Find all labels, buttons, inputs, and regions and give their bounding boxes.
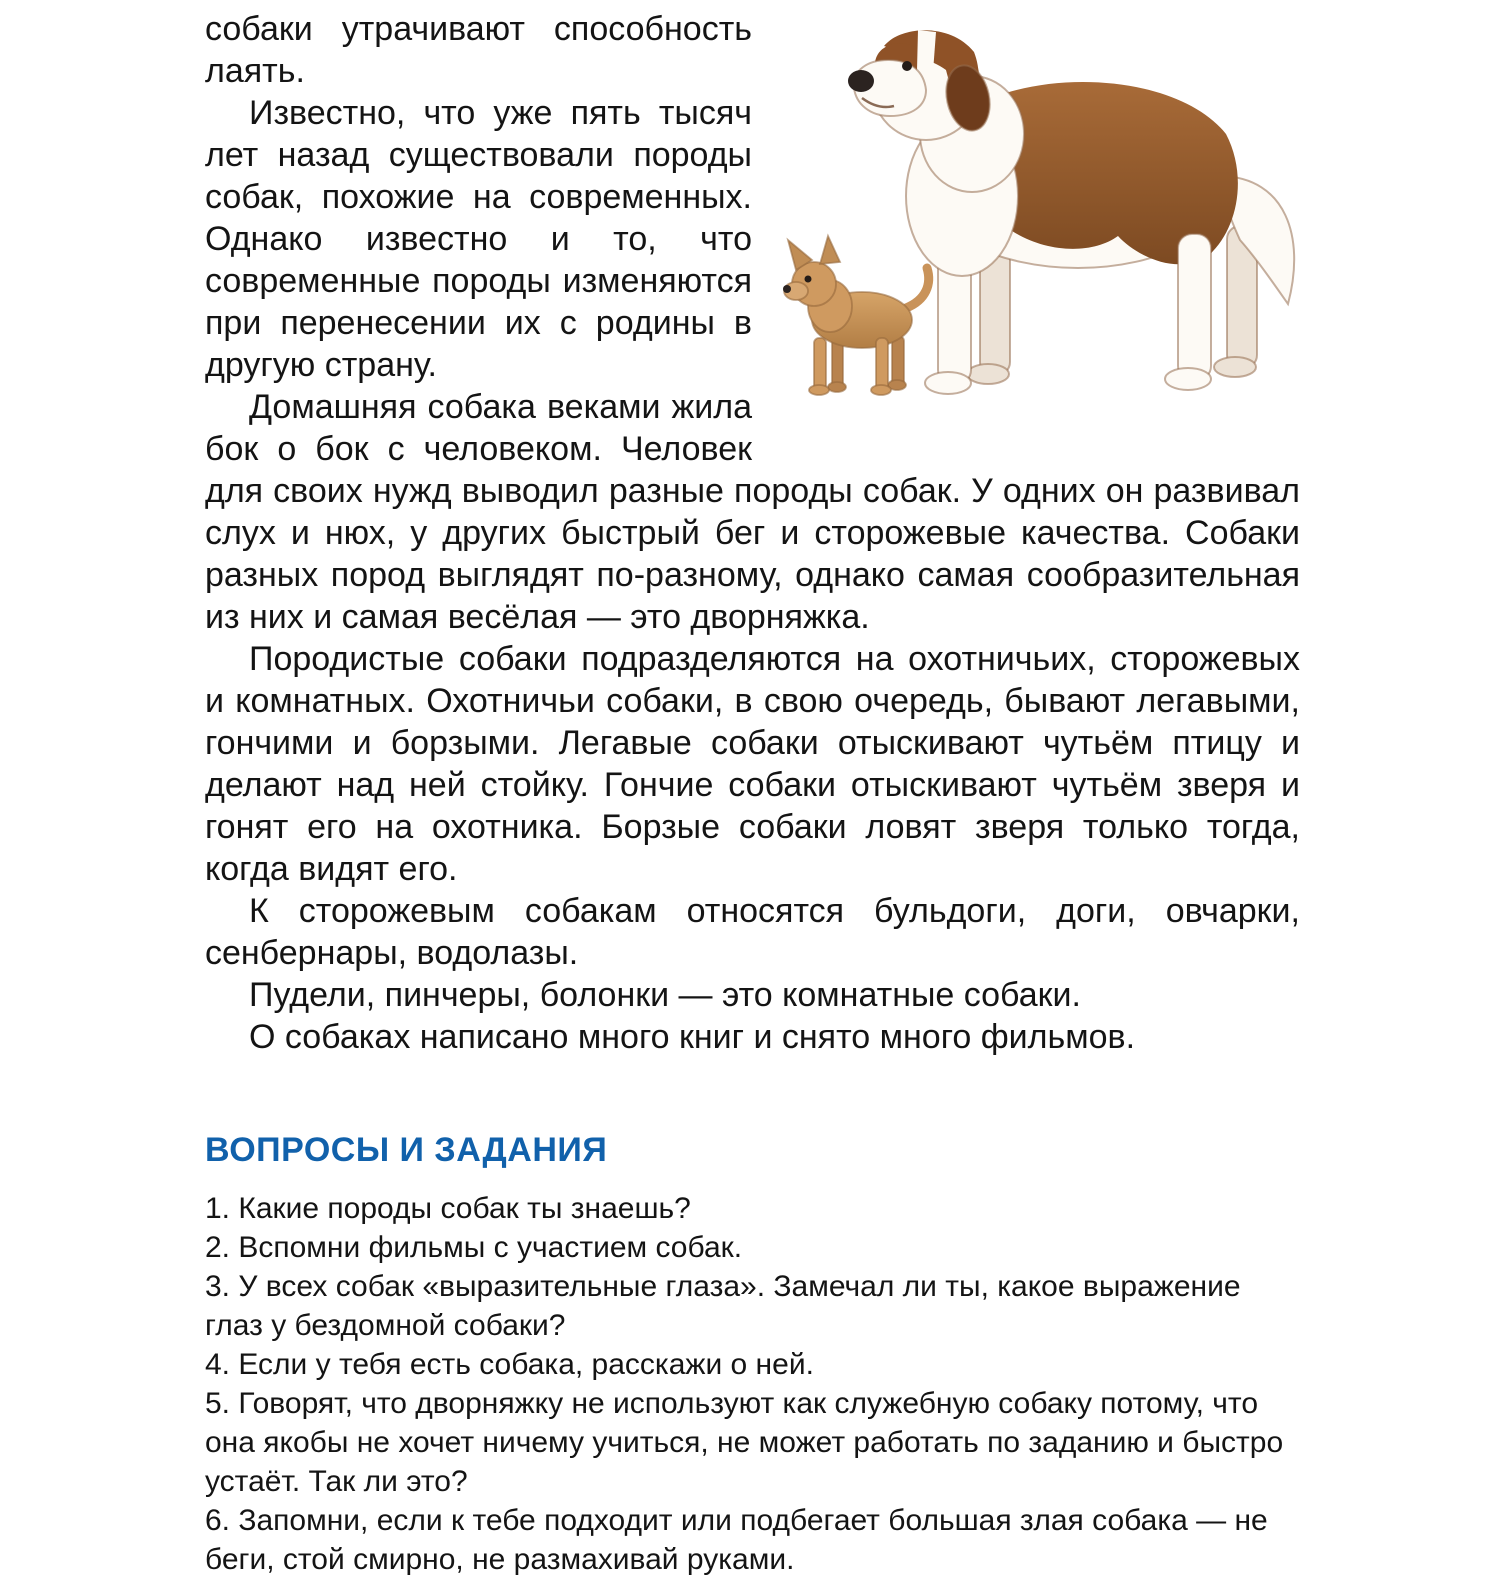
st-bernard-dog [848, 30, 1294, 394]
questions-heading: ВОПРОСЫ И ЗАДАНИЯ [205, 1131, 608, 1169]
question-item: 5. Говорят, что дворняжку не используют как служебную собаку потому, что она якобы не хочет ничему учиться, не может работать по заданию и быстро устаёт. Так ли это? [205, 1387, 1284, 1498]
paragraph: Домашняя собака веками жила бок о бок с человеком. Человек для своих нужд выводил разные породы собак. У одних он развивал слух и нюх, у других быстрый бег и сторожевые качества. Собаки разных пород выглядят по-разному, однако самая сообразительная из них и самая весёлая — это дворняжка. [205, 388, 1300, 636]
paragraph: Породистые собаки подразделяются на охотничьих, сторожевых и комнатных. Охотничьи собаки, в свою очередь, бывают легавыми, гончими и борзыми. Легавые собаки отыскивают чутьём птицу и делают над ней стойку. Гончие собаки отыскивают чутьём зверя и гонят его на охотника. Борзые собаки ловят зверя только тогда, когда видят его. [205, 640, 1300, 888]
dogs-illustration [780, 8, 1300, 444]
question-item: 6. Запомни, если к тебе подходит или подбегает большая злая собака — не беги, стой смирно, не размахивай руками. [205, 1504, 1268, 1576]
small-dog [783, 236, 929, 395]
questions-section [205, 1130, 1300, 1579]
question-item: 1. Какие породы собак ты знаешь? [205, 1192, 691, 1225]
question-item: 3. У всех собак «выразительные глаза». Замечал ли ты, какое выражение глаз у бездомной собаки? [205, 1270, 1241, 1342]
article-text [205, 8, 1300, 1058]
paragraph: О собаках написано много книг и снято много фильмов. [249, 1018, 1136, 1056]
paragraph: Известно, что уже пять тысяч лет назад существовали породы собак, похожие на современных. Однако известно и то, что современные породы изменяются при перенесении их с родины в другую страну. [205, 94, 752, 384]
question-item: 4. Если у тебя есть собака, расскажи о ней. [205, 1348, 814, 1381]
paragraph-continuation: собаки утрачивают способность лаять. [205, 10, 752, 90]
question-item: 2. Вспомни фильмы с участием собак. [205, 1231, 743, 1264]
paragraph: Пудели, пинчеры, болонки — это комнатные собаки. [249, 976, 1081, 1014]
paragraph: К сторожевым собакам относятся бульдоги, доги, овчарки, сенбернары, водолазы. [205, 892, 1300, 972]
st-bernard-and-small-dog-drawing [780, 8, 1300, 408]
questions-list [205, 1189, 1300, 1579]
